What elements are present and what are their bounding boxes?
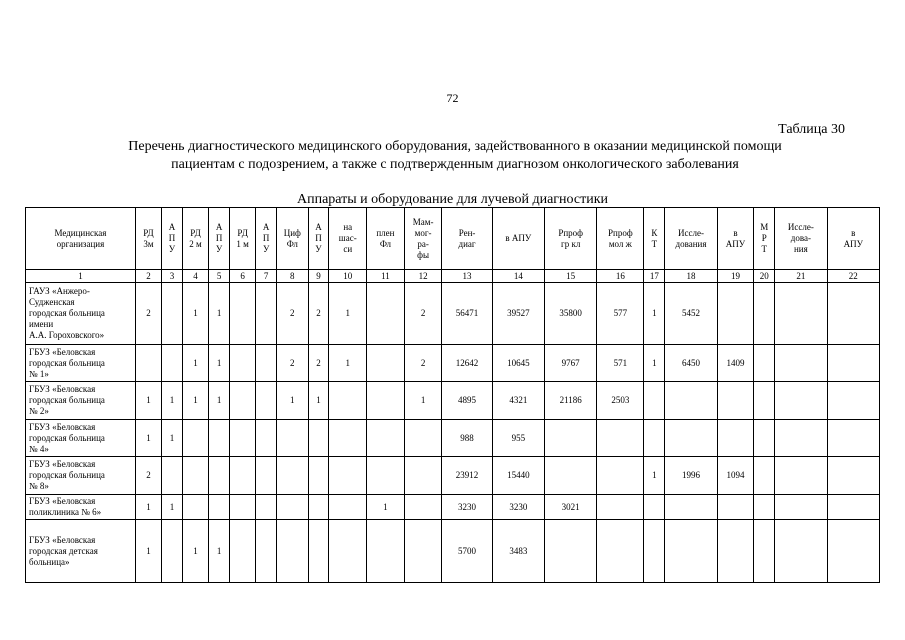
table-cell: 2 <box>277 283 308 345</box>
table-cell <box>827 345 879 382</box>
title-line-1: Перечень диагностического медицинского оборудования, задействованного в оказании медицинской помощи <box>128 139 782 154</box>
table-cell <box>209 420 230 457</box>
table-cell: 1 <box>308 382 329 420</box>
table-row <box>26 495 880 520</box>
table-cell: 1 <box>329 345 367 382</box>
title-line-2: пациентам с подозрением, а также с подтвержденным диагнозом онкологического заболевания <box>171 157 739 172</box>
table-cell <box>827 382 879 420</box>
column-number: 1 <box>26 270 136 283</box>
table-cell <box>775 520 827 583</box>
table-cell <box>754 520 775 583</box>
table-cell <box>308 457 329 495</box>
table-cell <box>775 420 827 457</box>
column-header: А П У <box>256 208 277 270</box>
table-cell: 1 <box>209 345 230 382</box>
table-cell <box>717 420 754 457</box>
table-cell: 1094 <box>717 457 754 495</box>
table-cell <box>775 457 827 495</box>
table-cell: 1 <box>277 382 308 420</box>
column-header: Иссле- дования <box>665 208 717 270</box>
table-cell: 21186 <box>545 382 597 420</box>
table-cell <box>827 420 879 457</box>
table-cell: 571 <box>597 345 644 382</box>
column-number: 9 <box>308 270 329 283</box>
table-cell <box>775 382 827 420</box>
table-cell <box>754 345 775 382</box>
column-header: Рпроф гр кл <box>545 208 597 270</box>
column-header: РД 1 м <box>230 208 256 270</box>
table-cell <box>256 345 277 382</box>
table-cell <box>717 520 754 583</box>
table-cell <box>329 520 367 583</box>
table-row <box>26 457 880 495</box>
table-cell <box>308 520 329 583</box>
table-cell <box>256 457 277 495</box>
column-header: в АПУ <box>492 208 544 270</box>
table-cell: 35800 <box>545 283 597 345</box>
column-number: 6 <box>230 270 256 283</box>
table-cell: 1996 <box>665 457 717 495</box>
table-cell <box>230 283 256 345</box>
column-number: 14 <box>492 270 544 283</box>
column-header: на шас- си <box>329 208 367 270</box>
table-cell <box>644 520 665 583</box>
table-cell <box>367 420 405 457</box>
table-cell <box>256 382 277 420</box>
column-number: 12 <box>404 270 442 283</box>
table-cell: 577 <box>597 283 644 345</box>
table-cell <box>775 283 827 345</box>
table-cell: 1 <box>209 520 230 583</box>
column-header: Рен- диаг <box>442 208 492 270</box>
table-cell: 6450 <box>665 345 717 382</box>
column-number: 11 <box>367 270 405 283</box>
table-cell <box>754 457 775 495</box>
table-cell: 3230 <box>492 495 544 520</box>
table-cell: 1 <box>367 495 405 520</box>
column-number: 20 <box>754 270 775 283</box>
table-cell <box>329 420 367 457</box>
table-cell: 2 <box>135 283 161 345</box>
table-cell <box>367 345 405 382</box>
table-cell <box>827 457 879 495</box>
table-cell <box>367 382 405 420</box>
column-header: К Т <box>644 208 665 270</box>
table-cell: 4321 <box>492 382 544 420</box>
table-cell <box>717 382 754 420</box>
table-cell <box>256 520 277 583</box>
table-cell <box>644 420 665 457</box>
header-row <box>26 208 880 270</box>
table-cell <box>329 382 367 420</box>
table-cell <box>597 457 644 495</box>
table-cell: 2 <box>404 283 442 345</box>
table-cell <box>665 520 717 583</box>
table-cell <box>545 520 597 583</box>
table-cell: 1 <box>135 420 161 457</box>
table-cell: 2 <box>135 457 161 495</box>
table-cell: 1 <box>162 495 183 520</box>
table-cell <box>404 495 442 520</box>
table-cell: 1 <box>162 420 183 457</box>
table-cell <box>182 495 208 520</box>
column-header: А П У <box>209 208 230 270</box>
table-cell: 1 <box>209 382 230 420</box>
organization-name: ГБУЗ «Беловская городская больница № 1» <box>26 345 136 382</box>
table-cell: 4895 <box>442 382 492 420</box>
table-cell: 10645 <box>492 345 544 382</box>
table-cell <box>230 520 256 583</box>
table-cell: 56471 <box>442 283 492 345</box>
table-cell <box>230 420 256 457</box>
table-cell: 1 <box>182 382 208 420</box>
table-cell <box>717 283 754 345</box>
organization-name: ГБУЗ «Беловская городская больница № 4» <box>26 420 136 457</box>
table-cell: 2503 <box>597 382 644 420</box>
table-cell <box>277 495 308 520</box>
table-cell <box>209 457 230 495</box>
column-number: 15 <box>545 270 597 283</box>
table-cell: 23912 <box>442 457 492 495</box>
column-header: Рпроф мол ж <box>597 208 644 270</box>
table-cell: 12642 <box>442 345 492 382</box>
table-cell <box>135 345 161 382</box>
column-header: Циф Фл <box>277 208 308 270</box>
column-header: Мам- мог- ра- фы <box>404 208 442 270</box>
table-row <box>26 283 880 345</box>
organization-name: ГБУЗ «Беловская городская больница № 2» <box>26 382 136 420</box>
column-header: РД 3м <box>135 208 161 270</box>
table-cell <box>367 520 405 583</box>
table-cell <box>754 382 775 420</box>
column-number: 4 <box>182 270 208 283</box>
table-cell <box>754 420 775 457</box>
table-cell <box>209 495 230 520</box>
table-cell: 2 <box>277 345 308 382</box>
page-number: 72 <box>446 91 459 105</box>
column-header: в АПУ <box>827 208 879 270</box>
table-cell: 3483 <box>492 520 544 583</box>
table-cell: 1 <box>644 345 665 382</box>
column-header: А П У <box>308 208 329 270</box>
table-cell <box>329 495 367 520</box>
table-cell <box>277 520 308 583</box>
table-cell: 2 <box>308 283 329 345</box>
column-number: 2 <box>135 270 161 283</box>
column-number: 18 <box>665 270 717 283</box>
table-cell <box>182 457 208 495</box>
document-title <box>60 138 850 174</box>
table-cell <box>277 420 308 457</box>
column-number: 13 <box>442 270 492 283</box>
column-number: 22 <box>827 270 879 283</box>
column-header: Иссле- дова- ния <box>775 208 827 270</box>
table-cell <box>256 283 277 345</box>
table-cell <box>754 495 775 520</box>
table-cell: 1 <box>329 283 367 345</box>
table-cell: 9767 <box>545 345 597 382</box>
table-cell <box>717 495 754 520</box>
table-cell <box>545 420 597 457</box>
table-cell <box>162 283 183 345</box>
column-number: 5 <box>209 270 230 283</box>
table-cell: 1 <box>209 283 230 345</box>
table-cell <box>404 420 442 457</box>
table-cell <box>827 520 879 583</box>
table-cell: 1 <box>644 283 665 345</box>
table-cell: 988 <box>442 420 492 457</box>
table-cell <box>162 457 183 495</box>
column-header: Медицинская организация <box>26 208 136 270</box>
table-cell: 5452 <box>665 283 717 345</box>
table-caption: Аппараты и оборудование для лучевой диагностики <box>296 192 609 207</box>
table-cell <box>367 283 405 345</box>
table-cell <box>827 495 879 520</box>
column-number: 21 <box>775 270 827 283</box>
column-header: РД 2 м <box>182 208 208 270</box>
table-cell <box>644 495 665 520</box>
table-cell <box>665 382 717 420</box>
table-row <box>26 520 880 583</box>
organization-name: ГБУЗ «Беловская городская детская больница» <box>26 520 136 583</box>
table-row <box>26 345 880 382</box>
table-cell <box>308 420 329 457</box>
table-cell: 1 <box>182 520 208 583</box>
column-header: плен Фл <box>367 208 405 270</box>
column-number: 8 <box>277 270 308 283</box>
table-cell: 1 <box>135 520 161 583</box>
table-cell: 1409 <box>717 345 754 382</box>
table-cell <box>277 457 308 495</box>
table-cell: 1 <box>182 283 208 345</box>
table-cell: 2 <box>404 345 442 382</box>
column-number: 10 <box>329 270 367 283</box>
column-header: в АПУ <box>717 208 754 270</box>
table-cell <box>308 495 329 520</box>
column-number-row <box>26 270 880 283</box>
table-row <box>26 420 880 457</box>
table-body <box>26 283 880 583</box>
table-cell <box>256 420 277 457</box>
table-cell: 3230 <box>442 495 492 520</box>
table-cell <box>230 345 256 382</box>
table-cell <box>230 495 256 520</box>
table-cell <box>597 420 644 457</box>
table-cell <box>182 420 208 457</box>
table-cell: 1 <box>644 457 665 495</box>
column-header: М Р Т <box>754 208 775 270</box>
table-cell: 5700 <box>442 520 492 583</box>
table-cell <box>230 382 256 420</box>
column-number: 19 <box>717 270 754 283</box>
table-number: Таблица 30 <box>778 122 845 137</box>
table-cell <box>545 457 597 495</box>
table-cell: 1 <box>135 382 161 420</box>
table-cell <box>162 345 183 382</box>
column-number: 17 <box>644 270 665 283</box>
organization-name: ГБУЗ «Беловская поликлиника № 6» <box>26 495 136 520</box>
column-number: 7 <box>256 270 277 283</box>
table-cell <box>329 457 367 495</box>
table-cell: 15440 <box>492 457 544 495</box>
table-cell: 1 <box>135 495 161 520</box>
column-number: 16 <box>597 270 644 283</box>
column-header: А П У <box>162 208 183 270</box>
table-cell <box>162 520 183 583</box>
table-cell <box>597 520 644 583</box>
table-row <box>26 382 880 420</box>
table-cell: 3021 <box>545 495 597 520</box>
column-number: 3 <box>162 270 183 283</box>
table-cell <box>367 457 405 495</box>
table-cell <box>644 382 665 420</box>
table-cell <box>754 283 775 345</box>
table-cell <box>597 495 644 520</box>
organization-name: ГАУЗ «Анжеро- Судженская городская больница имени А.А. Гороховского» <box>26 283 136 345</box>
table-cell <box>827 283 879 345</box>
table-cell <box>665 495 717 520</box>
table-cell: 1 <box>404 382 442 420</box>
table-cell <box>404 520 442 583</box>
table-cell: 1 <box>182 345 208 382</box>
table-cell: 1 <box>162 382 183 420</box>
equipment-table <box>25 207 880 583</box>
table-cell <box>256 495 277 520</box>
table-cell <box>775 495 827 520</box>
table-cell <box>230 457 256 495</box>
table-cell <box>404 457 442 495</box>
table-cell <box>665 420 717 457</box>
table-cell: 2 <box>308 345 329 382</box>
table-cell: 39527 <box>492 283 544 345</box>
table-cell: 955 <box>492 420 544 457</box>
organization-name: ГБУЗ «Беловская городская больница № 8» <box>26 457 136 495</box>
table-cell <box>775 345 827 382</box>
